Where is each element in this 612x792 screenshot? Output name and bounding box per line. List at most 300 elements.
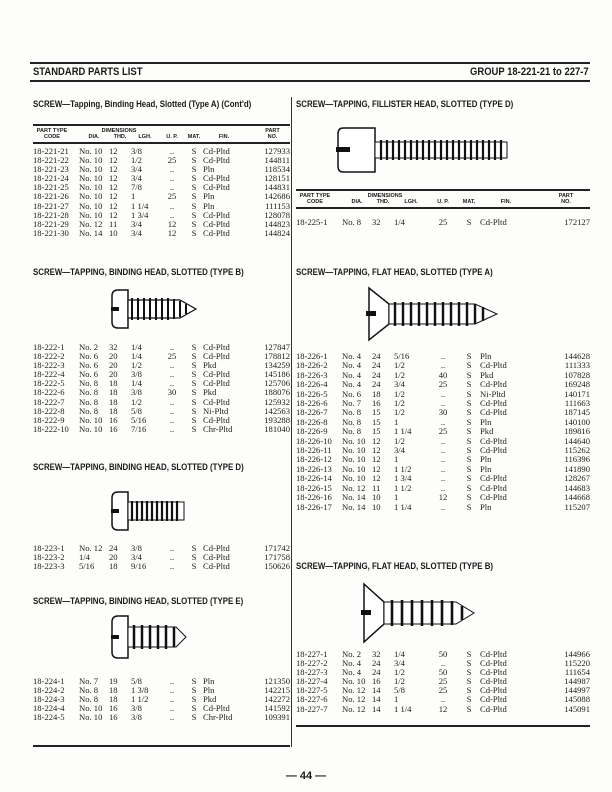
part-type-code: 18-226-9 [296, 426, 328, 437]
part-number: 128078 [264, 209, 290, 220]
material: S [466, 703, 472, 714]
thread: 14 [372, 703, 381, 714]
part-number: 107828 [564, 369, 590, 380]
table-row [33, 553, 290, 562]
part-type-code: 18-221-23 [33, 164, 69, 175]
part-number: 115220 [564, 658, 590, 669]
part-type-code: 18-222-6 [33, 387, 65, 398]
dia: No. 4 [342, 379, 362, 390]
part-number: 140171 [564, 388, 590, 399]
part-type-code: 18-221-26 [33, 191, 69, 202]
thread: 15 [372, 407, 381, 418]
parts-table-binding-type-b [33, 343, 290, 434]
unit-pack: .. [169, 378, 175, 389]
dia: No. 12 [79, 543, 103, 553]
dia: 1/4 [79, 552, 90, 563]
table-row [33, 686, 290, 695]
material: S [466, 388, 472, 399]
finish: Pln [480, 501, 492, 512]
length: 3/4 [131, 164, 142, 175]
part-number: 181040 [264, 423, 290, 434]
dia: No. 10 [79, 191, 103, 202]
material: S [191, 200, 197, 211]
table-header-rule [33, 142, 290, 144]
material: S [466, 398, 472, 409]
unit-pack: .. [169, 173, 175, 184]
finish: Cd-Pltd [203, 378, 230, 389]
dia: No. 10 [79, 164, 103, 175]
section-title: SCREW—TAPPING, BINDING HEAD, SLOTTED (TYPE D) [33, 461, 244, 472]
finish: Cd-Pltd [203, 227, 230, 238]
length: 3/8 [131, 146, 142, 156]
part-type-code: 18-226-13 [296, 463, 332, 474]
part-type-code: 18-221-27 [33, 200, 69, 211]
dia: No. 2 [342, 649, 362, 659]
finish: Cd-Pltd [203, 173, 230, 184]
part-type-code: 18-222-4 [33, 369, 65, 380]
length: 3/8 [131, 369, 142, 380]
material: S [466, 667, 472, 678]
finish: Pln [203, 164, 215, 175]
finish: Cd-Pltd [480, 703, 507, 714]
length: 1 1/4 [394, 501, 412, 512]
unit-pack: 12 [438, 703, 448, 714]
part-number: 178812 [264, 351, 290, 362]
thread: 32 [372, 649, 381, 659]
binding-head-type-e-screw-illustration [110, 612, 190, 662]
code-header: CODE [307, 199, 323, 205]
finish: Ni-Pltd [480, 388, 506, 399]
table-row [33, 220, 290, 229]
part-type-code: 18-223-2 [33, 552, 65, 563]
part-number: 142686 [264, 191, 290, 202]
dia-header: DIA. [88, 134, 100, 140]
dia: No. 8 [342, 416, 362, 427]
length: 1/2 [394, 369, 405, 380]
table-row [33, 361, 290, 370]
length: 1 [394, 694, 399, 705]
thread: 24 [372, 360, 381, 371]
finish: Cd-Pltd [480, 685, 507, 696]
part-number: 187145 [564, 407, 590, 418]
unit-pack: .. [169, 342, 175, 352]
part-type-code: 18-221-22 [33, 155, 69, 166]
material: S [191, 155, 197, 166]
column-header-right [296, 189, 590, 209]
part-type-header: PART TYPE [36, 128, 68, 134]
length: 1 3/4 [131, 209, 149, 220]
dia: No. 4 [342, 369, 362, 380]
finish: Pkd [203, 387, 217, 398]
length: 1 1/2 [131, 694, 149, 705]
finish: Cd-Pltd [203, 396, 230, 407]
material: S [191, 387, 197, 398]
up-header: U. P. [437, 199, 449, 205]
material: S [466, 454, 472, 465]
length: 1 1/4 [394, 426, 412, 437]
part-number: 116396 [564, 454, 590, 465]
part-number: 144628 [564, 351, 590, 361]
part-type-code: 18-226-6 [296, 398, 328, 409]
dia: No. 10 [79, 703, 103, 714]
thread: 12 [109, 182, 118, 193]
finish: Cd-Pltd [480, 658, 507, 669]
part-number: 172127 [564, 217, 590, 227]
bottom-rule-right [296, 725, 590, 727]
dia: No. 6 [342, 388, 362, 399]
part-number: 111663 [564, 398, 590, 409]
part-number: 144997 [564, 685, 590, 696]
part-number: 142563 [264, 405, 290, 416]
section-title: SCREW—Tapping, Binding Head, Slotted (Type A) (Cont'd) [33, 98, 252, 109]
thread: 18 [109, 387, 118, 398]
unit-pack: .. [169, 552, 175, 563]
header-rule [30, 80, 590, 82]
dia: No. 10 [79, 155, 103, 166]
material: S [191, 164, 197, 175]
material: S [191, 360, 197, 371]
length: 1/2 [131, 360, 142, 371]
table-row [33, 695, 290, 704]
part-type-code: 18-222-8 [33, 405, 65, 416]
unit-pack: .. [440, 435, 446, 446]
length: 3/4 [394, 379, 405, 390]
table-row [33, 562, 290, 571]
thread: 16 [372, 398, 381, 409]
length: 1/2 [394, 667, 405, 678]
dia: No. 10 [79, 209, 103, 220]
finish: Pln [480, 454, 492, 465]
dia: No. 7 [342, 398, 362, 409]
dia: No. 6 [79, 351, 99, 362]
dia: No. 10 [342, 454, 366, 465]
material: S [191, 191, 197, 202]
material: S [466, 694, 472, 705]
part-type-code: 18-227-3 [296, 667, 328, 678]
part-type-code: 18-222-10 [33, 423, 69, 434]
dia: No. 10 [79, 182, 103, 193]
part-type-code: 18-226-3 [296, 369, 328, 380]
unit-pack: 12 [167, 227, 177, 238]
table-row [296, 503, 590, 512]
material: S [466, 501, 472, 512]
unit-pack: .. [440, 398, 446, 409]
finish: Cd-Pltd [480, 482, 507, 493]
part-number: 144831 [264, 182, 290, 193]
binding-head-type-b-screw-illustration [110, 286, 200, 332]
table-row [33, 416, 290, 425]
part-type-code: 18-227-2 [296, 658, 328, 669]
material: S [466, 369, 472, 380]
part-type-code: 18-222-7 [33, 396, 65, 407]
unit-pack: .. [440, 454, 446, 465]
part-number: 144811 [264, 155, 290, 166]
finish: Cd-Pltd [480, 445, 507, 456]
thread: 12 [372, 473, 381, 484]
length: 9/16 [131, 561, 147, 572]
thread: 15 [372, 416, 381, 427]
unit-pack: 25 [438, 379, 448, 390]
finish: Cd-Pltd [480, 379, 507, 390]
thread: 16 [109, 414, 118, 425]
table-row [33, 229, 290, 238]
part-number: 144824 [264, 227, 290, 238]
length: 5/8 [131, 676, 142, 686]
finish: Cd-Pltd [203, 414, 230, 425]
unit-pack: .. [169, 200, 175, 211]
table-row [33, 352, 290, 361]
material: S [191, 694, 197, 705]
part-type-code: 18-226-10 [296, 435, 332, 446]
material: S [191, 378, 197, 389]
part-type-code: 18-227-6 [296, 694, 328, 705]
material: S [191, 146, 197, 156]
part-type-code: 18-226-11 [296, 445, 332, 456]
length: 1/4 [131, 378, 142, 389]
fillister-head-screw-illustration [335, 122, 515, 177]
unit-pack: .. [440, 360, 446, 371]
material: S [191, 173, 197, 184]
table-row [33, 156, 290, 165]
part-number: 140100 [564, 416, 590, 427]
part-type-code: 18-227-5 [296, 685, 328, 696]
unit-pack: .. [440, 473, 446, 484]
part-number: 111654 [564, 667, 590, 678]
table-row [33, 407, 290, 416]
material: S [191, 676, 197, 686]
unit-pack: .. [169, 209, 175, 220]
table-row [33, 174, 290, 183]
length: 3/4 [131, 218, 142, 229]
dia: No. 10 [342, 473, 366, 484]
dia: No. 10 [79, 423, 103, 434]
material: S [191, 396, 197, 407]
thread: 12 [109, 173, 118, 184]
finish: Cd-Pltd [203, 543, 230, 553]
material: S [466, 379, 472, 390]
length: 7/16 [131, 423, 147, 434]
length: 1 1/2 [394, 463, 412, 474]
part-number: 150626 [264, 561, 290, 572]
flat-head-type-a-screw-illustration [365, 284, 505, 344]
thread: 18 [109, 396, 118, 407]
dia: No. 6 [79, 369, 99, 380]
section-title: SCREW—TAPPING, FLAT HEAD, SLOTTED (TYPE A) [296, 266, 493, 277]
dia-header: DIA. [351, 199, 363, 205]
thread: 12 [109, 200, 118, 211]
part-number: 127847 [264, 342, 290, 352]
dia: No. 8 [79, 387, 99, 398]
unit-pack: 12 [438, 492, 448, 503]
part-number: 145091 [564, 703, 590, 714]
length: 1/4 [131, 351, 142, 362]
dia: 5/16 [79, 561, 95, 572]
part-number: 144640 [564, 435, 590, 446]
material: S [466, 360, 472, 371]
material: S [191, 182, 197, 193]
table-row [33, 544, 290, 553]
unit-pack: .. [169, 369, 175, 380]
table-row [33, 192, 290, 201]
unit-pack: .. [169, 561, 175, 572]
finish: Cd-Pltd [203, 146, 230, 156]
length: 1/2 [131, 396, 142, 407]
finish: Cd-Pltd [203, 155, 230, 166]
dia: No. 10 [342, 445, 366, 456]
length: 3/4 [131, 173, 142, 184]
table-row [296, 218, 590, 227]
bottom-rule-left [33, 745, 290, 747]
lgh-header: LGH. [138, 134, 152, 140]
thread: 12 [372, 454, 381, 465]
part-type-code: 18-225-1 [296, 217, 328, 227]
part-type-code: 18-222-1 [33, 342, 65, 352]
length: 3/8 [131, 712, 142, 723]
length: 1/2 [394, 407, 405, 418]
finish: Pln [203, 200, 215, 211]
thread: 11 [372, 482, 381, 493]
dia: No. 4 [342, 351, 362, 361]
finish: Cd-Pltd [480, 407, 507, 418]
thread: 10 [109, 227, 118, 238]
length: 5/8 [394, 685, 405, 696]
unit-pack: 25 [438, 685, 448, 696]
part-type-code: 18-224-2 [33, 685, 65, 696]
thread: 12 [109, 155, 118, 166]
material: S [191, 369, 197, 380]
unit-pack: 50 [438, 649, 448, 659]
length: 1/2 [394, 360, 405, 371]
part-number: 144823 [264, 218, 290, 229]
material: S [466, 435, 472, 446]
table-row [33, 202, 290, 211]
mat-header: MAT. [462, 199, 476, 205]
length: 3/8 [131, 703, 142, 714]
part-number: 144683 [564, 482, 590, 493]
material: S [191, 209, 197, 220]
unit-pack: .. [440, 445, 446, 456]
part-number: 109391 [264, 712, 290, 723]
thread: 16 [109, 712, 118, 723]
part-type-code: 18-226-8 [296, 416, 328, 427]
length: 3/4 [131, 227, 142, 238]
part-type-code: 18-226-2 [296, 360, 328, 371]
part-type-code: 18-226-1 [296, 351, 328, 361]
dia: No. 12 [342, 685, 366, 696]
part-number: 169248 [564, 379, 590, 390]
lgh-header: LGH. [404, 199, 418, 205]
finish: Pln [480, 416, 492, 427]
thread: 16 [109, 703, 118, 714]
unit-pack: .. [169, 182, 175, 193]
fin-header: FIN. [500, 199, 512, 205]
length: 5/16 [394, 351, 410, 361]
part-type-code: 18-221-29 [33, 218, 69, 229]
part-type-code: 18-224-4 [33, 703, 65, 714]
top-rule [30, 62, 590, 64]
part-number: 118534 [264, 164, 290, 175]
table-row [33, 165, 290, 174]
thread: 11 [109, 218, 118, 229]
thread: 18 [109, 561, 118, 572]
finish: Cd-Pltd [480, 667, 507, 678]
dia: No. 10 [79, 414, 103, 425]
unit-pack: .. [169, 694, 175, 705]
material: S [466, 351, 472, 361]
table-row [33, 343, 290, 352]
part-type-code: 18-226-7 [296, 407, 328, 418]
thread: 32 [109, 342, 118, 352]
dimensions-header: DIMENSIONS [101, 128, 137, 134]
finish: Cd-Pltd [203, 552, 230, 563]
thread: 12 [372, 435, 381, 446]
dimensions-header: DIMENSIONS [367, 193, 403, 199]
finish: Ni-Pltd [203, 405, 229, 416]
section-title: SCREW—TAPPING, FLAT HEAD, SLOTTED (TYPE B) [296, 560, 494, 571]
table-header-rule [33, 124, 290, 126]
section-title: SCREW—TAPPING, BINDING HEAD, SLOTTED (TYPE B) [33, 266, 244, 277]
unit-pack: .. [169, 676, 175, 686]
part-type-code: 18-226-5 [296, 388, 328, 399]
part-number: 144668 [564, 492, 590, 503]
thread: 18 [109, 405, 118, 416]
thread: 20 [109, 351, 118, 362]
unit-pack: .. [440, 482, 446, 493]
unit-pack: 30 [167, 387, 177, 398]
material: S [191, 552, 197, 563]
part-type-code: 18-221-21 [33, 146, 69, 156]
length: 1/4 [394, 649, 405, 659]
length: 1 [394, 492, 399, 503]
dia: No. 8 [79, 694, 99, 705]
dia: No. 4 [342, 360, 362, 371]
table-row [33, 677, 290, 686]
part-type-code: 18-227-7 [296, 703, 328, 714]
table-header-rule [296, 207, 590, 209]
no-header: NO. [267, 134, 278, 140]
unit-pack: 25 [167, 191, 177, 202]
finish: Pkd [480, 369, 494, 380]
dia: No. 12 [342, 482, 366, 493]
unit-pack: .. [169, 396, 175, 407]
part-number: 171742 [264, 543, 290, 553]
table-header-rule [296, 189, 590, 191]
dia: No. 12 [342, 694, 366, 705]
thread: 18 [109, 694, 118, 705]
material: S [466, 658, 472, 669]
unit-pack: 40 [438, 369, 448, 380]
part-number: 142272 [264, 694, 290, 705]
part-number: 127933 [264, 146, 290, 156]
thread: 20 [109, 552, 118, 563]
part-number: 115207 [564, 501, 590, 512]
thread: 24 [372, 369, 381, 380]
finish: Pkd [203, 360, 217, 371]
material: S [466, 482, 472, 493]
part-number: 128151 [264, 173, 290, 184]
finish: Cd-Pltd [480, 473, 507, 484]
finish: Cd-Pltd [203, 218, 230, 229]
thread: 12 [372, 445, 381, 456]
unit-pack: .. [169, 414, 175, 425]
part-number: 134259 [264, 360, 290, 371]
up-header: U. P. [166, 134, 178, 140]
finish: Cd-Pltd [480, 360, 507, 371]
part-type-code: 18-223-1 [33, 543, 65, 553]
dia: No. 8 [79, 685, 99, 696]
material: S [191, 405, 197, 416]
material: S [466, 416, 472, 427]
